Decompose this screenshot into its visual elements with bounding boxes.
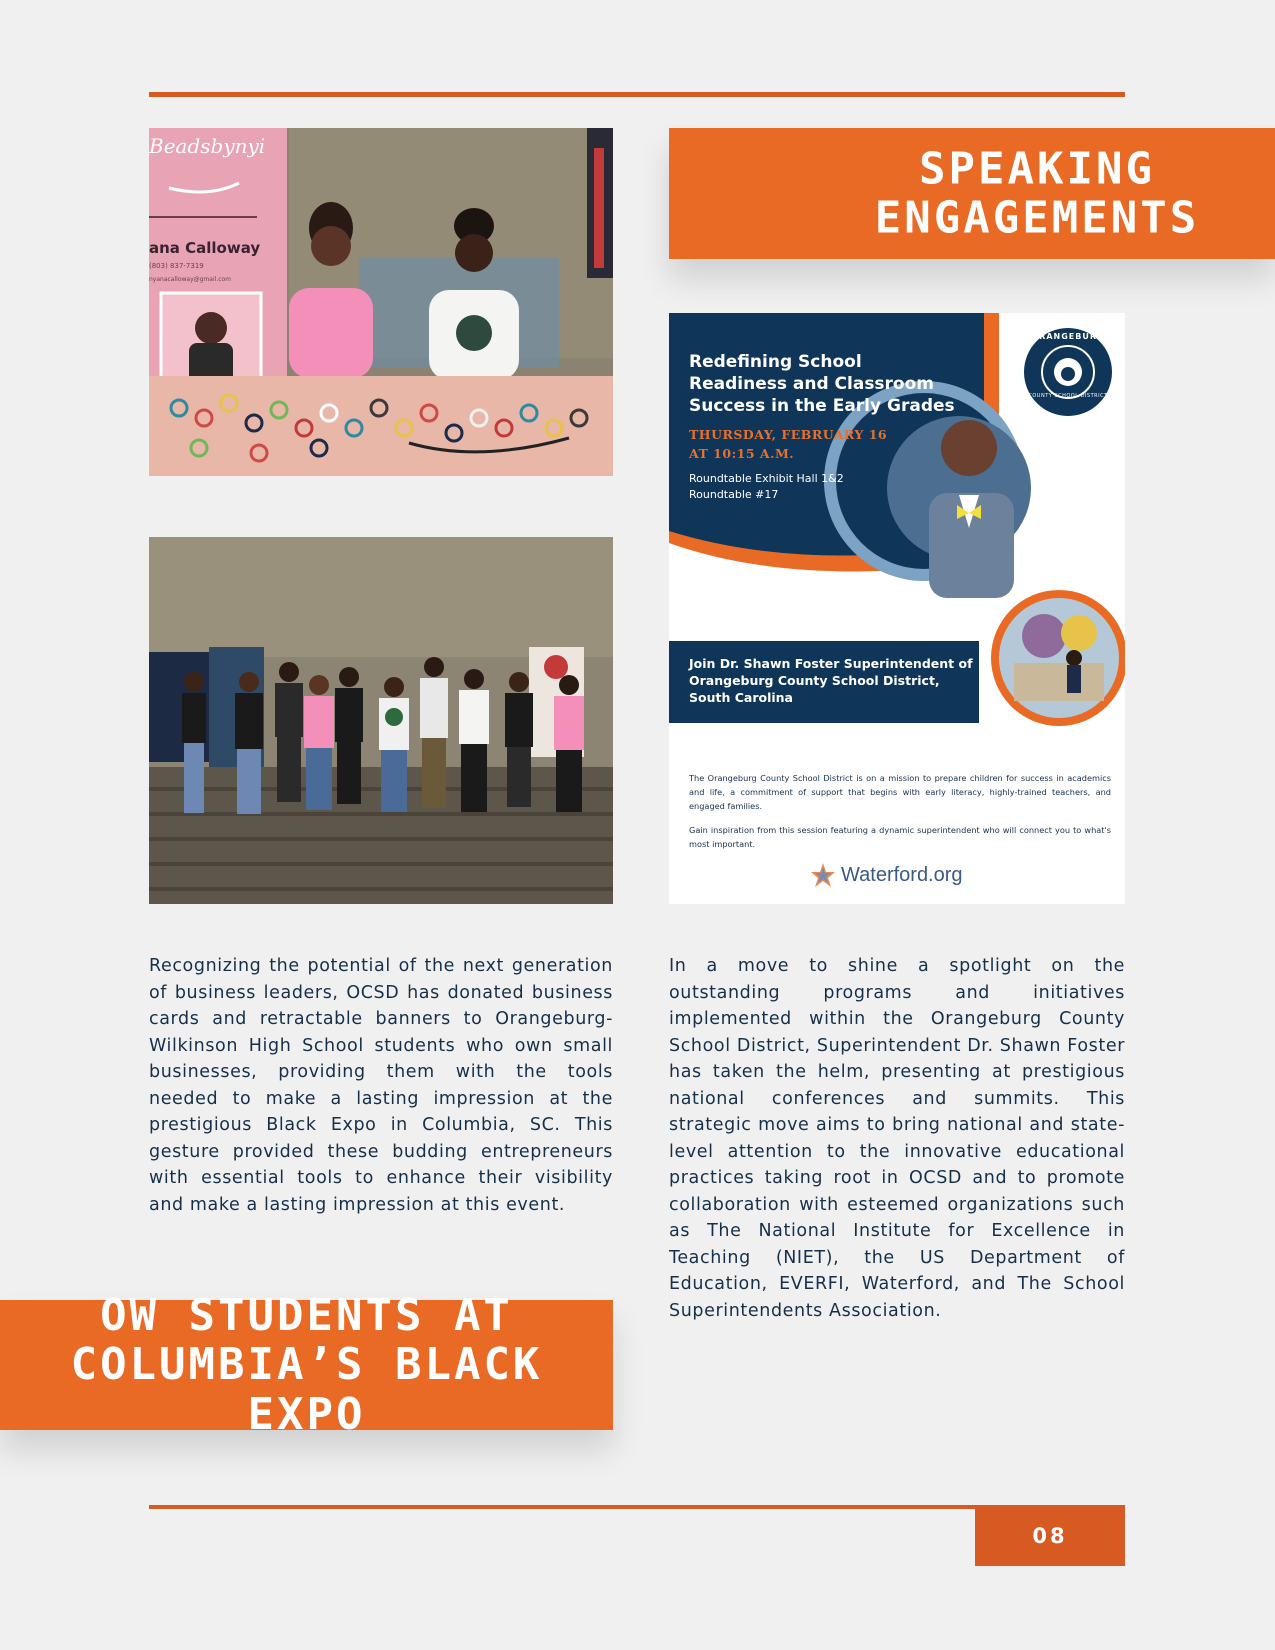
speaking-banner-line2: ENGAGEMENTS: [874, 192, 1200, 244]
waterford-logo-text: Waterford.org: [841, 863, 963, 886]
top-divider: [149, 92, 1125, 97]
vendor-banner-email: nyanacalloway@gmail.com: [149, 276, 232, 283]
bottom-divider: [149, 1505, 976, 1509]
waterford-logo: [809, 861, 963, 889]
flyer-description: [689, 771, 1111, 851]
flyer-desc-paragraph-1: The Orangeburg County School District is on a mission to prepare children for success in academics and life, a commitment of support that begins with early literacy, highly-trained teachers, and engaged families.: [689, 773, 1111, 811]
black-expo-banner: [0, 1290, 613, 1440]
flyer-desc-paragraph-2: Gain inspiration from this session featuring a dynamic superintendent who will connect you to what's most important.: [689, 825, 1111, 849]
expo-banner-line2: COLUMBIA’S BLACK EXPO: [70, 1339, 543, 1440]
seal-bottom-text: COUNTY SCHOOL DISTRICT: [1028, 393, 1108, 399]
vendor-banner-phone: (803) 837-7319: [149, 262, 204, 270]
photo-students-group: [149, 537, 613, 904]
page-number: 08: [975, 1505, 1125, 1566]
students-group-photo: [149, 537, 613, 904]
flyer-title: Redefining School Readiness and Classroom Success in the Early Grades: [689, 352, 955, 416]
expo-banner-line1: OW STUDENTS AT: [100, 1290, 513, 1342]
district-seal: [1024, 332, 1112, 399]
flyer-location: [689, 471, 844, 503]
speaking-banner-line1: SPEAKING: [919, 143, 1155, 195]
waterford-star-icon: [809, 861, 837, 889]
flyer-location-line2: Roundtable #17: [689, 488, 779, 501]
photo-bead-vendor-table: [149, 128, 613, 476]
speaking-article-text: In a move to shine a spotlight on the outstanding programs and initiatives implemented within the Orangeburg County School District, Superintendent Dr. Shawn Foster has taken the helm, presenting at prestigious national conferences and summits. This strategic move aims to bring national and state-level attention to the innovative educational practices taking root in OCSD and to promote collaboration with esteemed organizations such as The National Institute for Excellence in Teaching (NIET), the US Department of Education, EVERFI, Waterford, and The School Superintendents Association.: [669, 956, 1125, 1321]
vendor-banner-name: ana Calloway: [149, 239, 261, 257]
flyer-location-line1: Roundtable Exhibit Hall 1&2: [689, 472, 844, 485]
expo-article-text: Recognizing the potential of the next generation of business leaders, OCSD has donated business cards and retractable banners to Orangeburg-Wilkinson High School students who own small businesses, providing them with the tools needed to make a lasting impression at the prestigious Black Expo in Columbia, SC. This gesture provided these budding entrepreneurs with essential tools to enhance their visibility and make a lasting impression at this event.: [149, 956, 613, 1215]
seal-top-text: ORANGEBURG: [1031, 332, 1105, 341]
flyer-date-line1: THURSDAY, FEBRUARY 16: [689, 427, 888, 442]
speaking-engagements-banner: [669, 128, 1275, 259]
flyer-join-text: Join Dr. Shawn Foster Superintendent of Orangeburg County School District, South Carolina: [689, 656, 973, 705]
flyer-date-line2: AT 10:15 A.M.: [689, 446, 795, 461]
vendor-banner-script: Beadsbynyi: [149, 134, 266, 158]
bead-vendor-photo: [149, 128, 613, 476]
waterford-event-flyer: [669, 313, 1125, 904]
flyer-date: [689, 425, 887, 463]
